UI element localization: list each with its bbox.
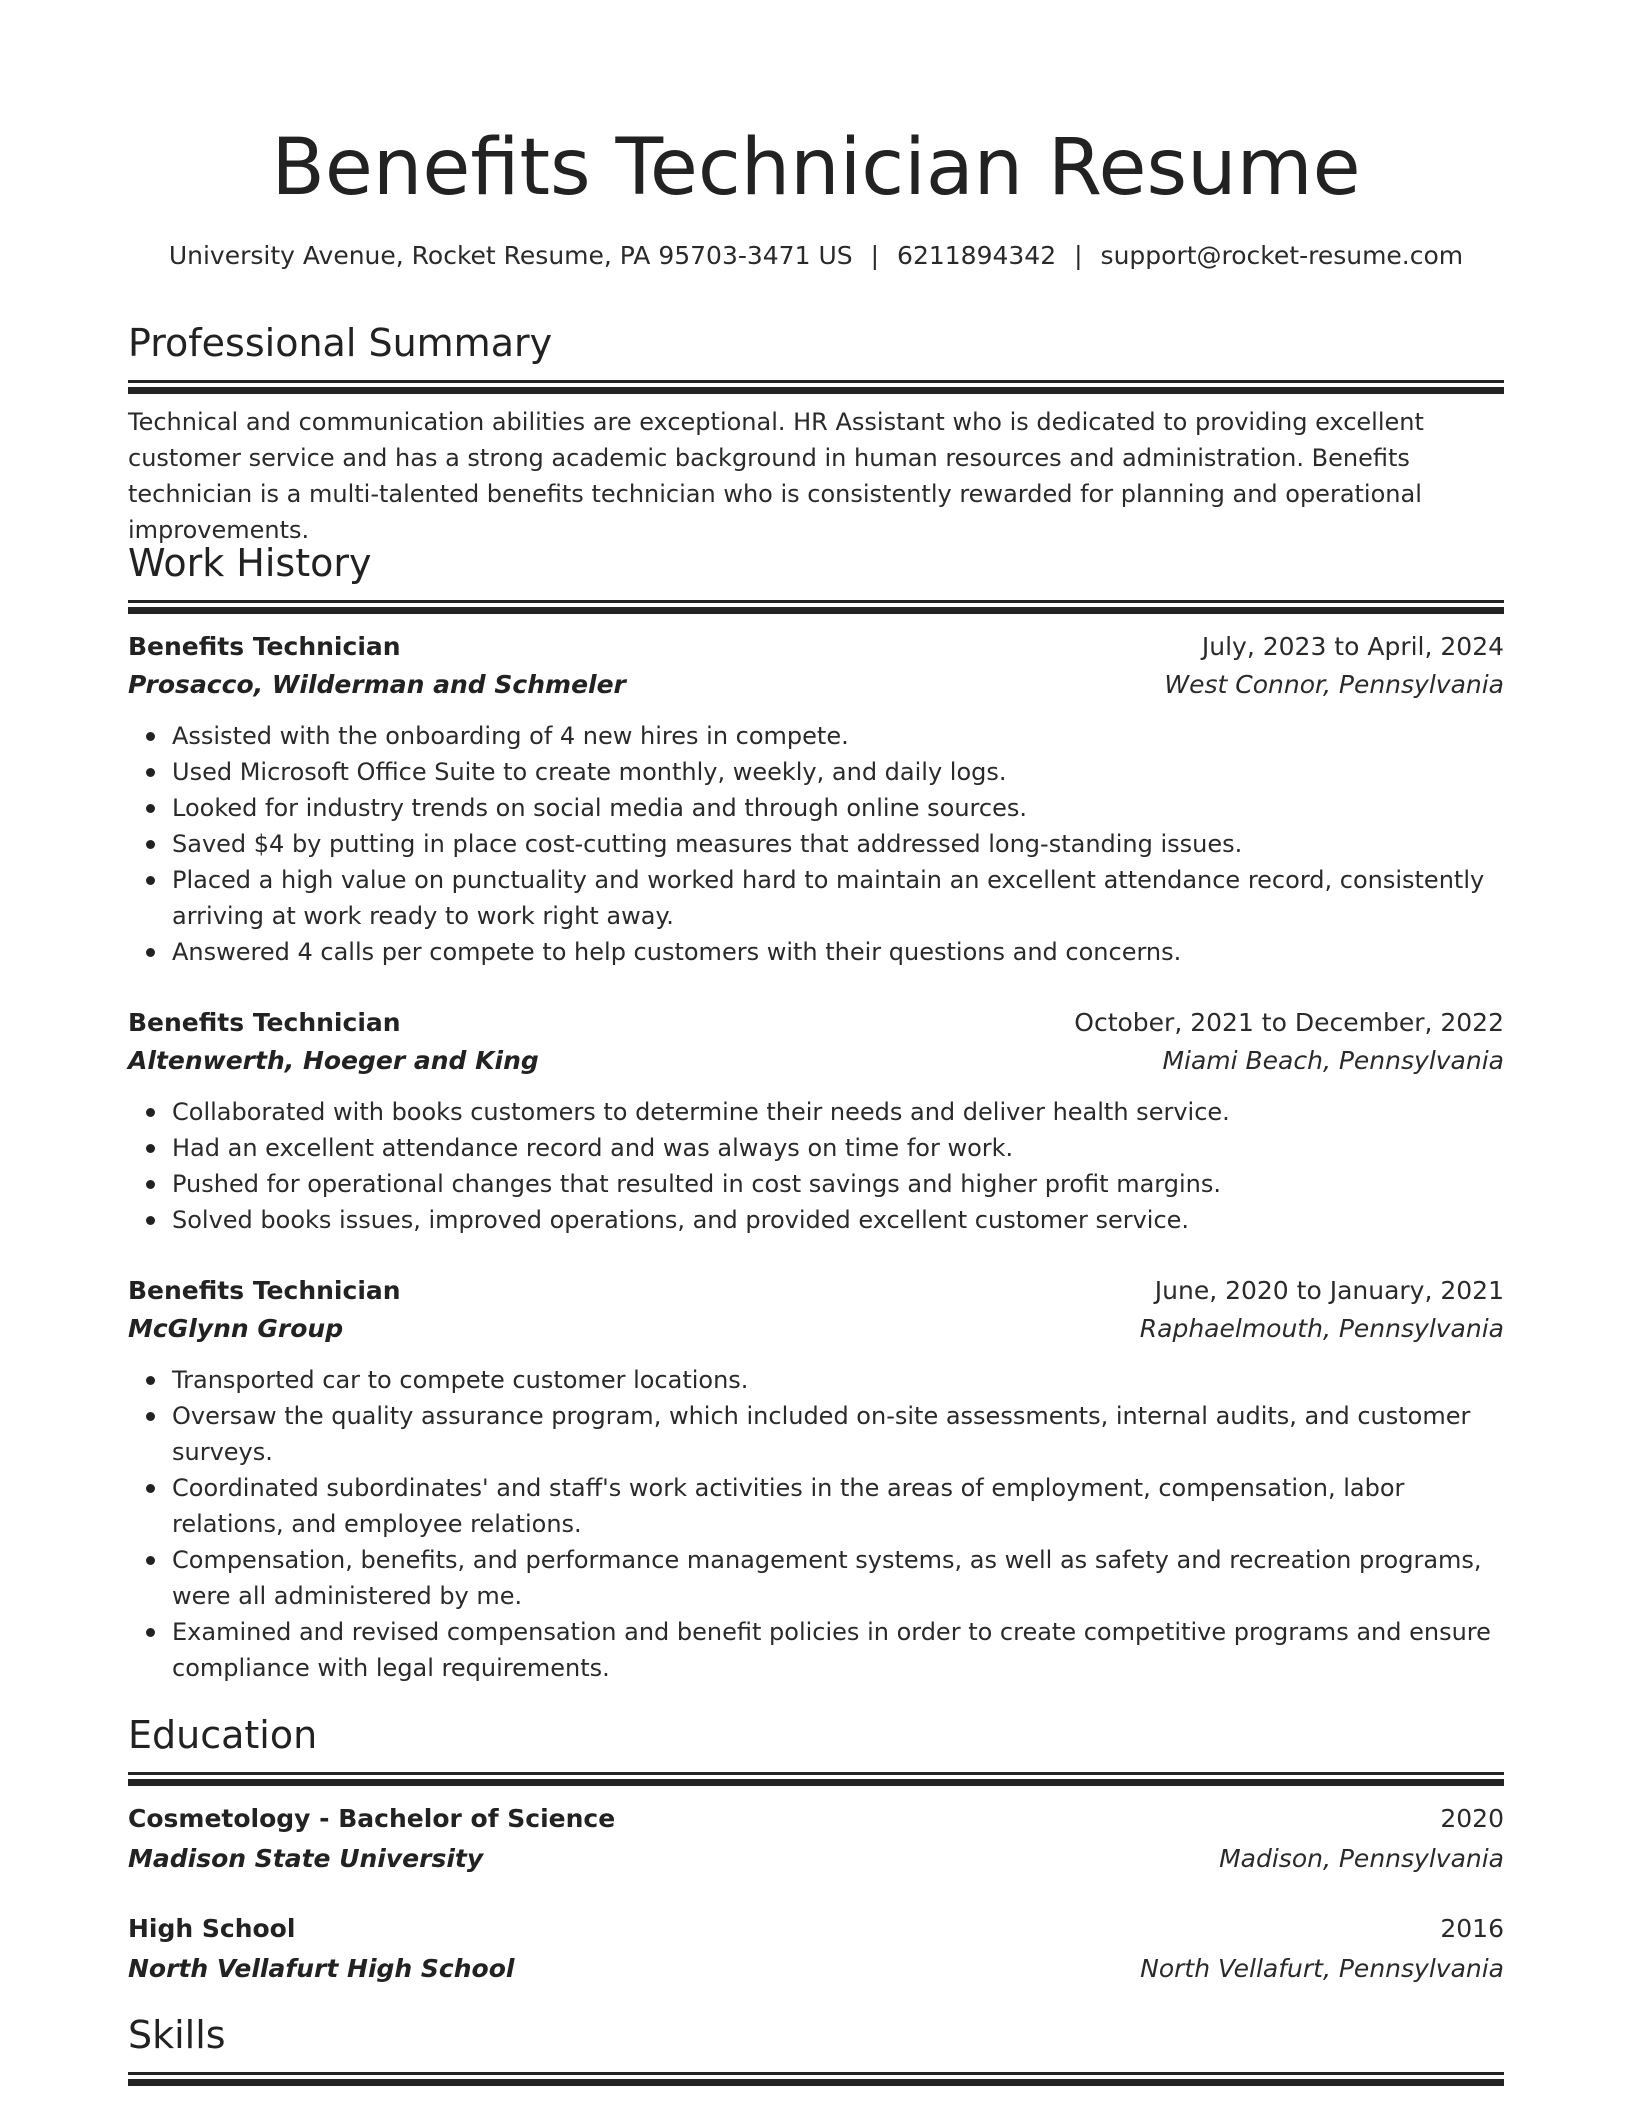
contact-phone: 6211894342 <box>897 241 1057 270</box>
job-company: Prosacco, Wilderman and Schmeler <box>128 670 626 699</box>
section-rule-thick <box>128 607 1504 614</box>
job-bullets <box>128 718 1504 970</box>
section-heading-skills: Skills <box>128 2013 226 2057</box>
education-degree: High School <box>128 1914 296 1943</box>
bullet-item: Had an excellent attendance record and was always on time for work. <box>172 1130 1504 1166</box>
job-title: Benefits Technician <box>128 1008 401 1037</box>
job-bullets <box>128 1094 1504 1238</box>
contact-separator: | <box>1074 241 1083 270</box>
bullet-item: Pushed for operational changes that resulted in cost savings and higher profit margins. <box>172 1166 1504 1202</box>
bullet-item: Solved books issues, improved operations, and provided excellent customer service. <box>172 1202 1504 1238</box>
job-entry <box>128 1004 1504 1238</box>
bullet-item: Oversaw the quality assurance program, which included on-site assessments, internal audits, and customer surveys. <box>172 1398 1504 1470</box>
bullet-item: Compensation, benefits, and performance management systems, as well as safety and recreation programs, were all administered by me. <box>172 1542 1504 1614</box>
bullet-item: Placed a high value on punctuality and worked hard to maintain an excellent attendance record, consistently arriving at work ready to work right away. <box>172 862 1504 934</box>
education-year: 2016 <box>1440 1914 1504 1943</box>
job-company: McGlynn Group <box>128 1314 344 1343</box>
bullet-item: Examined and revised compensation and benefit policies in order to create competitive programs and ensure compliance with legal requirements. <box>172 1614 1504 1686</box>
bullet-item: Transported car to compete customer locations. <box>172 1362 1504 1398</box>
resume-title: Benefits Technician Resume <box>271 123 1361 213</box>
job-title: Benefits Technician <box>128 632 401 661</box>
section-heading-summary: Professional Summary <box>128 321 553 365</box>
job-location: Raphaelmouth, Pennsylvania <box>1139 1314 1504 1343</box>
section-heading-work: Work History <box>128 541 372 585</box>
education-entry <box>128 1800 1504 1878</box>
section-rule-thick <box>128 2079 1504 2086</box>
education-school: Madison State University <box>128 1844 484 1873</box>
contact-separator: | <box>870 241 880 270</box>
job-title: Benefits Technician <box>128 1276 401 1305</box>
skills-section <box>128 2010 1504 2086</box>
section-rule <box>128 380 1504 383</box>
section-rule <box>128 600 1504 603</box>
summary-section <box>128 318 1504 548</box>
section-rule <box>128 2072 1504 2075</box>
job-dates: October, 2021 to December, 2022 <box>1074 1008 1504 1037</box>
bullet-item: Looked for industry trends on social media and through online sources. <box>172 790 1504 826</box>
section-heading-education: Education <box>128 1713 318 1757</box>
job-location: West Connor, Pennsylvania <box>1164 670 1504 699</box>
bullet-item: Answered 4 calls per compete to help customers with their questions and concerns. <box>172 934 1504 970</box>
bullet-item: Coordinated subordinates' and staff's work activities in the areas of employment, compensation, labor relations, and employee relations. <box>172 1470 1504 1542</box>
education-location: Madison, Pennsylvania <box>1219 1844 1504 1873</box>
job-location: Miami Beach, Pennsylvania <box>1162 1046 1504 1075</box>
contact-address: University Avenue, Rocket Resume, PA 95703-3471 US <box>168 241 853 270</box>
education-school: North Vellafurt High School <box>128 1954 515 1983</box>
work-history-section <box>128 538 1504 614</box>
contact-line <box>128 238 1504 274</box>
section-rule-thick <box>128 387 1504 394</box>
job-bullets <box>128 1362 1504 1686</box>
job-entry <box>128 1272 1504 1686</box>
section-rule <box>128 1772 1504 1775</box>
job-dates: June, 2020 to January, 2021 <box>1154 1276 1504 1305</box>
contact-email: support@rocket-resume.com <box>1100 241 1464 270</box>
bullet-item: Used Microsoft Office Suite to create monthly, weekly, and daily logs. <box>172 754 1504 790</box>
education-entry <box>128 1910 1504 1988</box>
education-year: 2020 <box>1440 1804 1504 1833</box>
bullet-item: Collaborated with books customers to determine their needs and deliver health service. <box>172 1094 1504 1130</box>
bullet-item: Saved $4 by putting in place cost-cutting measures that addressed long-standing issues. <box>172 826 1504 862</box>
summary-text: Technical and communication abilities are exceptional. HR Assistant who is dedicated to providing excellent customer service and has a strong academic background in human resources and administration. Benefits technician is a multi-talented benefits technician who is consistently rewarded for planning and operational improvements. <box>128 408 1424 544</box>
section-rule-thick <box>128 1779 1504 1786</box>
education-degree: Cosmetology - Bachelor of Science <box>128 1804 616 1833</box>
education-section <box>128 1710 1504 1786</box>
job-dates: July, 2023 to April, 2024 <box>1201 632 1504 661</box>
job-entry <box>128 628 1504 970</box>
education-location: North Vellafurt, Pennsylvania <box>1140 1954 1504 1983</box>
job-company: Altenwerth, Hoeger and King <box>128 1046 539 1075</box>
bullet-item: Assisted with the onboarding of 4 new hires in compete. <box>172 718 1504 754</box>
